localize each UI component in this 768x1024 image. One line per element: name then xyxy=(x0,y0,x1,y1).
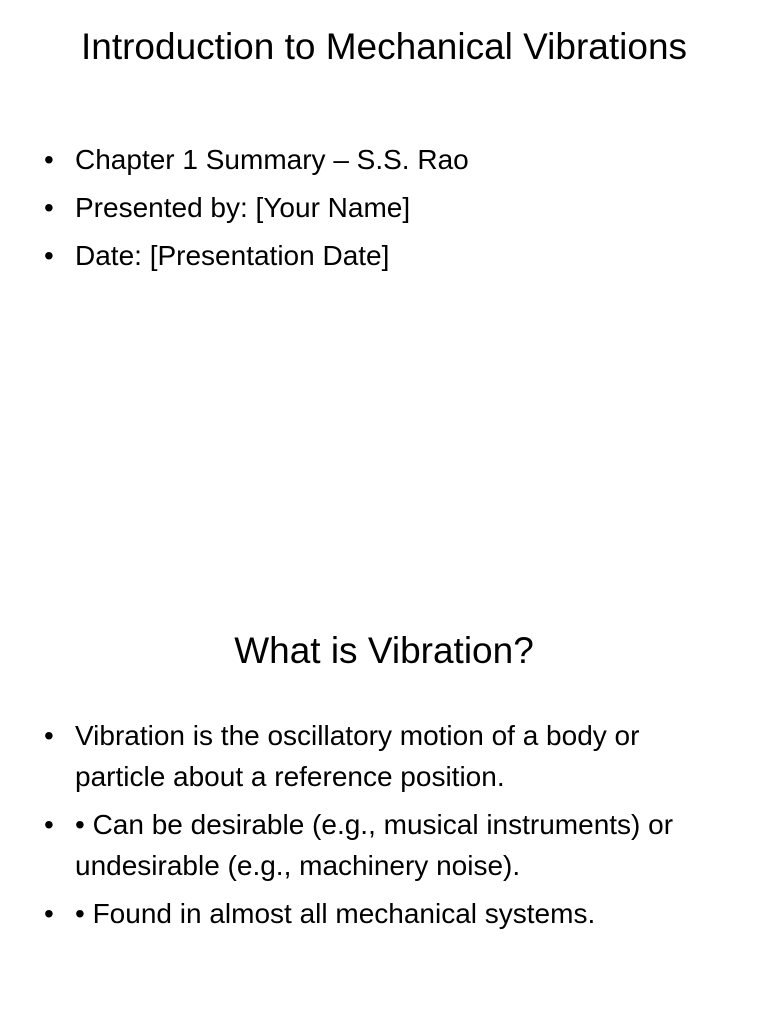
list-item xyxy=(40,893,724,934)
list-item xyxy=(40,235,724,276)
bullet-list xyxy=(40,715,724,941)
bullet-text: Presented by: [Your Name] xyxy=(75,192,411,223)
bullet-icon: • xyxy=(44,720,54,751)
bullet-list xyxy=(40,139,724,283)
slide-2 xyxy=(0,512,768,1024)
slide-title: What is Vibration? xyxy=(234,630,534,671)
bullet-icon: • xyxy=(44,192,54,223)
bullet-icon: • xyxy=(44,898,54,929)
bullet-text: • Found in almost all mechanical systems. xyxy=(75,898,596,929)
bullet-text: Vibration is the oscillatory motion of a body or particle about a reference position. xyxy=(75,720,640,792)
bullet-icon: • xyxy=(44,809,54,840)
list-item xyxy=(40,715,724,797)
list-item xyxy=(40,139,724,180)
list-item xyxy=(40,804,724,886)
bullet-icon: • xyxy=(44,144,54,175)
bullet-text: • Can be desirable (e.g., musical instruments) or undesirable (e.g., machinery noise). xyxy=(75,809,674,881)
bullet-text: Chapter 1 Summary – S.S. Rao xyxy=(75,144,469,175)
slide-title: Introduction to Mechanical Vibrations xyxy=(80,26,688,67)
bullet-text: Date: [Presentation Date] xyxy=(75,240,390,271)
list-item xyxy=(40,187,724,228)
bullet-icon: • xyxy=(44,240,54,271)
